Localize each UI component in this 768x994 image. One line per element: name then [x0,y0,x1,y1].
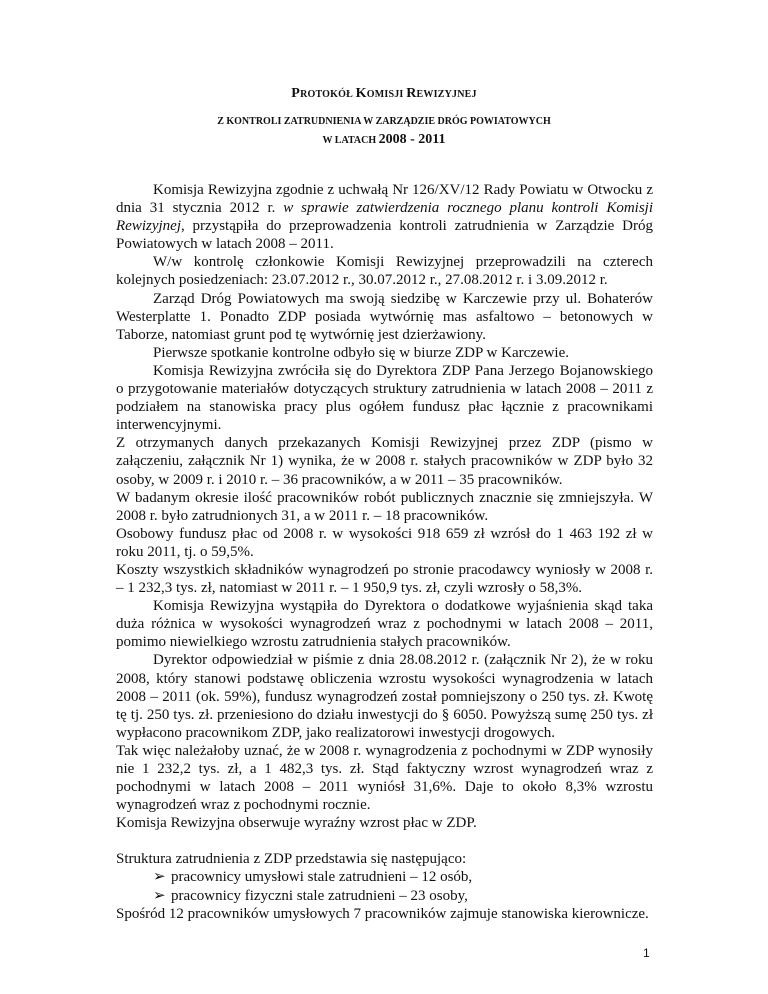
page-number: 1 [643,946,650,960]
document-title: PROTOKÓŁ KOMISJI REWIZYJNEJ [291,86,477,101]
paragraph: W badanym okresie ilość pracowników robót publicznych znacznie się zmniejszyła. W 2008 r. było zatrudnionych 31, a w 2011 r. – 18 pracowników. [116,489,653,524]
paragraph: W/w kontrolę członkowie Komisji Rewizyjnej przeprowadzili na czterech kolejnych posiedzeniach: 23.07.2012 r., 30.07.2012 r., 27.08.2012 r. i 3.09.2012 r. [116,254,653,289]
paragraph: Komisja Rewizyjna zwróciła się do Dyrektora ZDP Pana Jerzego Bojanowskiego o przygotowanie materiałów dotyczących struktury zatrudnienia w latach 2008 – 2011 z podziałem na stanowiska pracy plus ogółem fundusz płac łącznie z pracownikami interwencyjnymi. [116,362,653,434]
paragraph: Zarząd Dróg Powiatowych ma swoją siedzibę w Karczewie przy ul. Bohaterów Westerplatte 1. Ponadto ZDP posiada wytwórnię mas asfaltowo – betonowych w Taborze, natomiast grunt pod tę wytwórnię jest dzierżawiony. [116,290,653,343]
arrow-bullet-icon: ➢ [153,887,166,904]
paragraph: Koszty wszystkich składników wynagrodzeń po stronie pracodawcy wyniosły w 2008 r. – 1 232,3 tys. zł, natomiast w 2011 r. – 1 950,9 tys. zł, czyli wzrosły o 58,3%. [116,561,653,597]
paragraph: Dyrektor odpowiedział w piśmie z dnia 28.08.2012 r. (załącznik Nr 2), że w roku 2008, który stanowi podstawę obliczenia wzrostu wysokości wynagrodzenia w latach 2008 – 2011 (ok. 59%), fundusz wynagrodzeń został pomniejszony o 250 tys. zł. Kwotę tę tj. 250 tys. zł. przeniesiono do działu inwestycji do § 6050. Powyższą sumę 250 tys. zł wypłacono pracownikom ZDP, jako realizatorowi inwestycji drogowych. [116,652,653,741]
paragraph: Komisja Rewizyjna zgodnie z uchwałą Nr 126/XV/12 Rady Powiatu w Otwocku z dnia 31 stycznia 2012 r. w sprawie zatwierdzenia rocznego planu kontroli Komisji Rewizyjnej, przystąpiła do przeprowadzenia kontroli zatrudnienia w Zarządzie Dróg Powiatowych w latach 2008 – 2011. [116,182,653,253]
paragraph: Struktura zatrudnienia z ZDP przedstawia się następująco: [116,851,467,868]
paragraph: Tak więc należałoby uznać, że w 2008 r. wynagrodzenia z pochodnymi w ZDP wynosiły nie 1 232,2 tys. zł, a 1 482,3 tys. zł. Stąd faktyczny wzrost wynagrodzeń wraz z pochodnymi w latach 2008 – 2011 wyniósł 31,6%. Daje to około 8,3% wzrostu wynagrodzeń wraz z pochodnymi rocznie. [116,742,653,814]
document-subtitle-years: W LATACH 2008 - 2011 [322,132,446,147]
document-subtitle: Z KONTROLI ZATRUDNIENIA W ZARZĄDZIE DRÓG POWIATOWYCH [217,116,551,127]
document-body [116,181,653,923]
arrow-bullet-icon: ➢ [153,869,166,886]
paragraph: Komisja Rewizyjna obserwuje wyraźny wzrost płac w ZDP. [116,815,477,832]
paragraph: Osobowy fundusz płac od 2008 r. w wysokości 918 659 zł wzrósł do 1 463 192 zł w roku 2011, tj. o 59,5%. [116,525,653,560]
paragraph: Z otrzymanych danych przekazanych Komisji Rewizyjnej przez ZDP (pismo w załączeniu, załącznik Nr 1) wynika, że w 2008 r. stałych pracowników w ZDP było 32 osoby, w 2009 r. i 2010 r. – 36 pracowników, a w 2011 – 35 pracowników. [116,435,653,488]
list-item: ➢ pracownicy umysłowi stale zatrudnieni – 12 osób, [153,869,473,886]
list-item: ➢ pracownicy fizyczni stale zatrudnieni – 23 osoby, [153,887,468,904]
paragraph: Spośród 12 pracowników umysłowych 7 pracowników zajmuje stanowiska kierownicze. [116,905,649,922]
paragraph: Komisja Rewizyjna wystąpiła do Dyrektora o dodatkowe wyjaśnienia skąd taka duża różnica w wysokości wynagrodzeń wraz z pochodnymi w latach 2008 – 2011, pomimo niewielkiego wzrostu zatrudnienia stałych pracowników. [116,598,653,651]
paragraph: Pierwsze spotkanie kontrolne odbyło się w biurze ZDP w Karczewie. [153,344,569,361]
